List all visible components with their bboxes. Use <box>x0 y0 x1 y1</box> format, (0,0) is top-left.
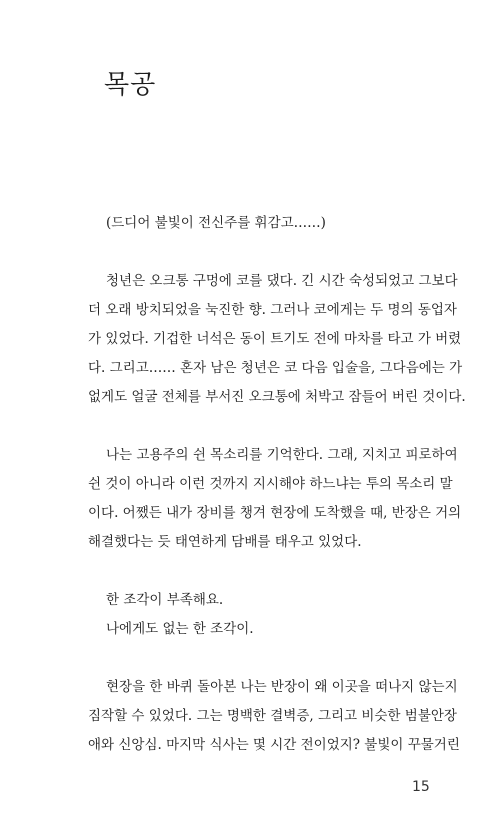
text-line: 더 오래 방치되었을 눅진한 향. 그러나 코에게는 두 명의 동업자 <box>88 302 457 318</box>
text-line: 한 조각이 부족해요. <box>106 592 224 608</box>
text-line: 이다. 어쨌든 내가 장비를 챙겨 현장에 도착했을 때, 반장은 거의 <box>88 505 462 521</box>
text-line: 나는 고용주의 쉰 목소리를 기억한다. 그래, 지치고 피로하여 <box>106 447 458 463</box>
text-line: 현장을 한 바퀴 돌아본 나는 반장이 왜 이곳을 떠나지 않는지 <box>106 679 458 695</box>
text-line: 해결했다는 듯 태연하게 담배를 태우고 있었다. <box>88 534 362 550</box>
text-line: 청년은 오크통 구멍에 코를 댔다. 긴 시간 숙성되었고 그보다 <box>106 273 458 289</box>
text-line: 다. 그리고…… 혼자 남은 청년은 코 다음 입술을, 그다음에는 가 <box>88 360 463 376</box>
text-line: 짐작할 수 있었다. 그는 명백한 결벽증, 그리고 비슷한 범불안장 <box>88 708 457 724</box>
paragraph-gap <box>88 238 430 267</box>
text-line: 가 있었다. 기겁한 너석은 동이 트기도 전에 마차를 타고 가 버렸 <box>88 331 462 347</box>
paragraph-gap <box>88 412 430 441</box>
page-number: 15 <box>412 779 430 795</box>
paragraph-gap <box>88 557 430 586</box>
chapter-title: 목공 <box>104 70 157 100</box>
text-line: 애와 신앙심. 마지막 식사는 몇 시간 전이었지? 불빛이 꾸물거린 <box>88 737 460 753</box>
text-line: (드디어 불빛이 전신주를 휘감고……) <box>106 215 326 231</box>
text-line: 나에게도 없는 한 조각이. <box>106 621 254 637</box>
paragraph-gap <box>88 644 430 673</box>
body-text <box>88 209 466 760</box>
text-line: 쉰 것이 아니라 이런 것까지 지시해야 하느냐는 투의 목소리 말 <box>88 476 453 492</box>
text-line: 없게도 얼굴 전체를 부서진 오크통에 처박고 잠들어 버린 것이다. <box>88 389 466 405</box>
